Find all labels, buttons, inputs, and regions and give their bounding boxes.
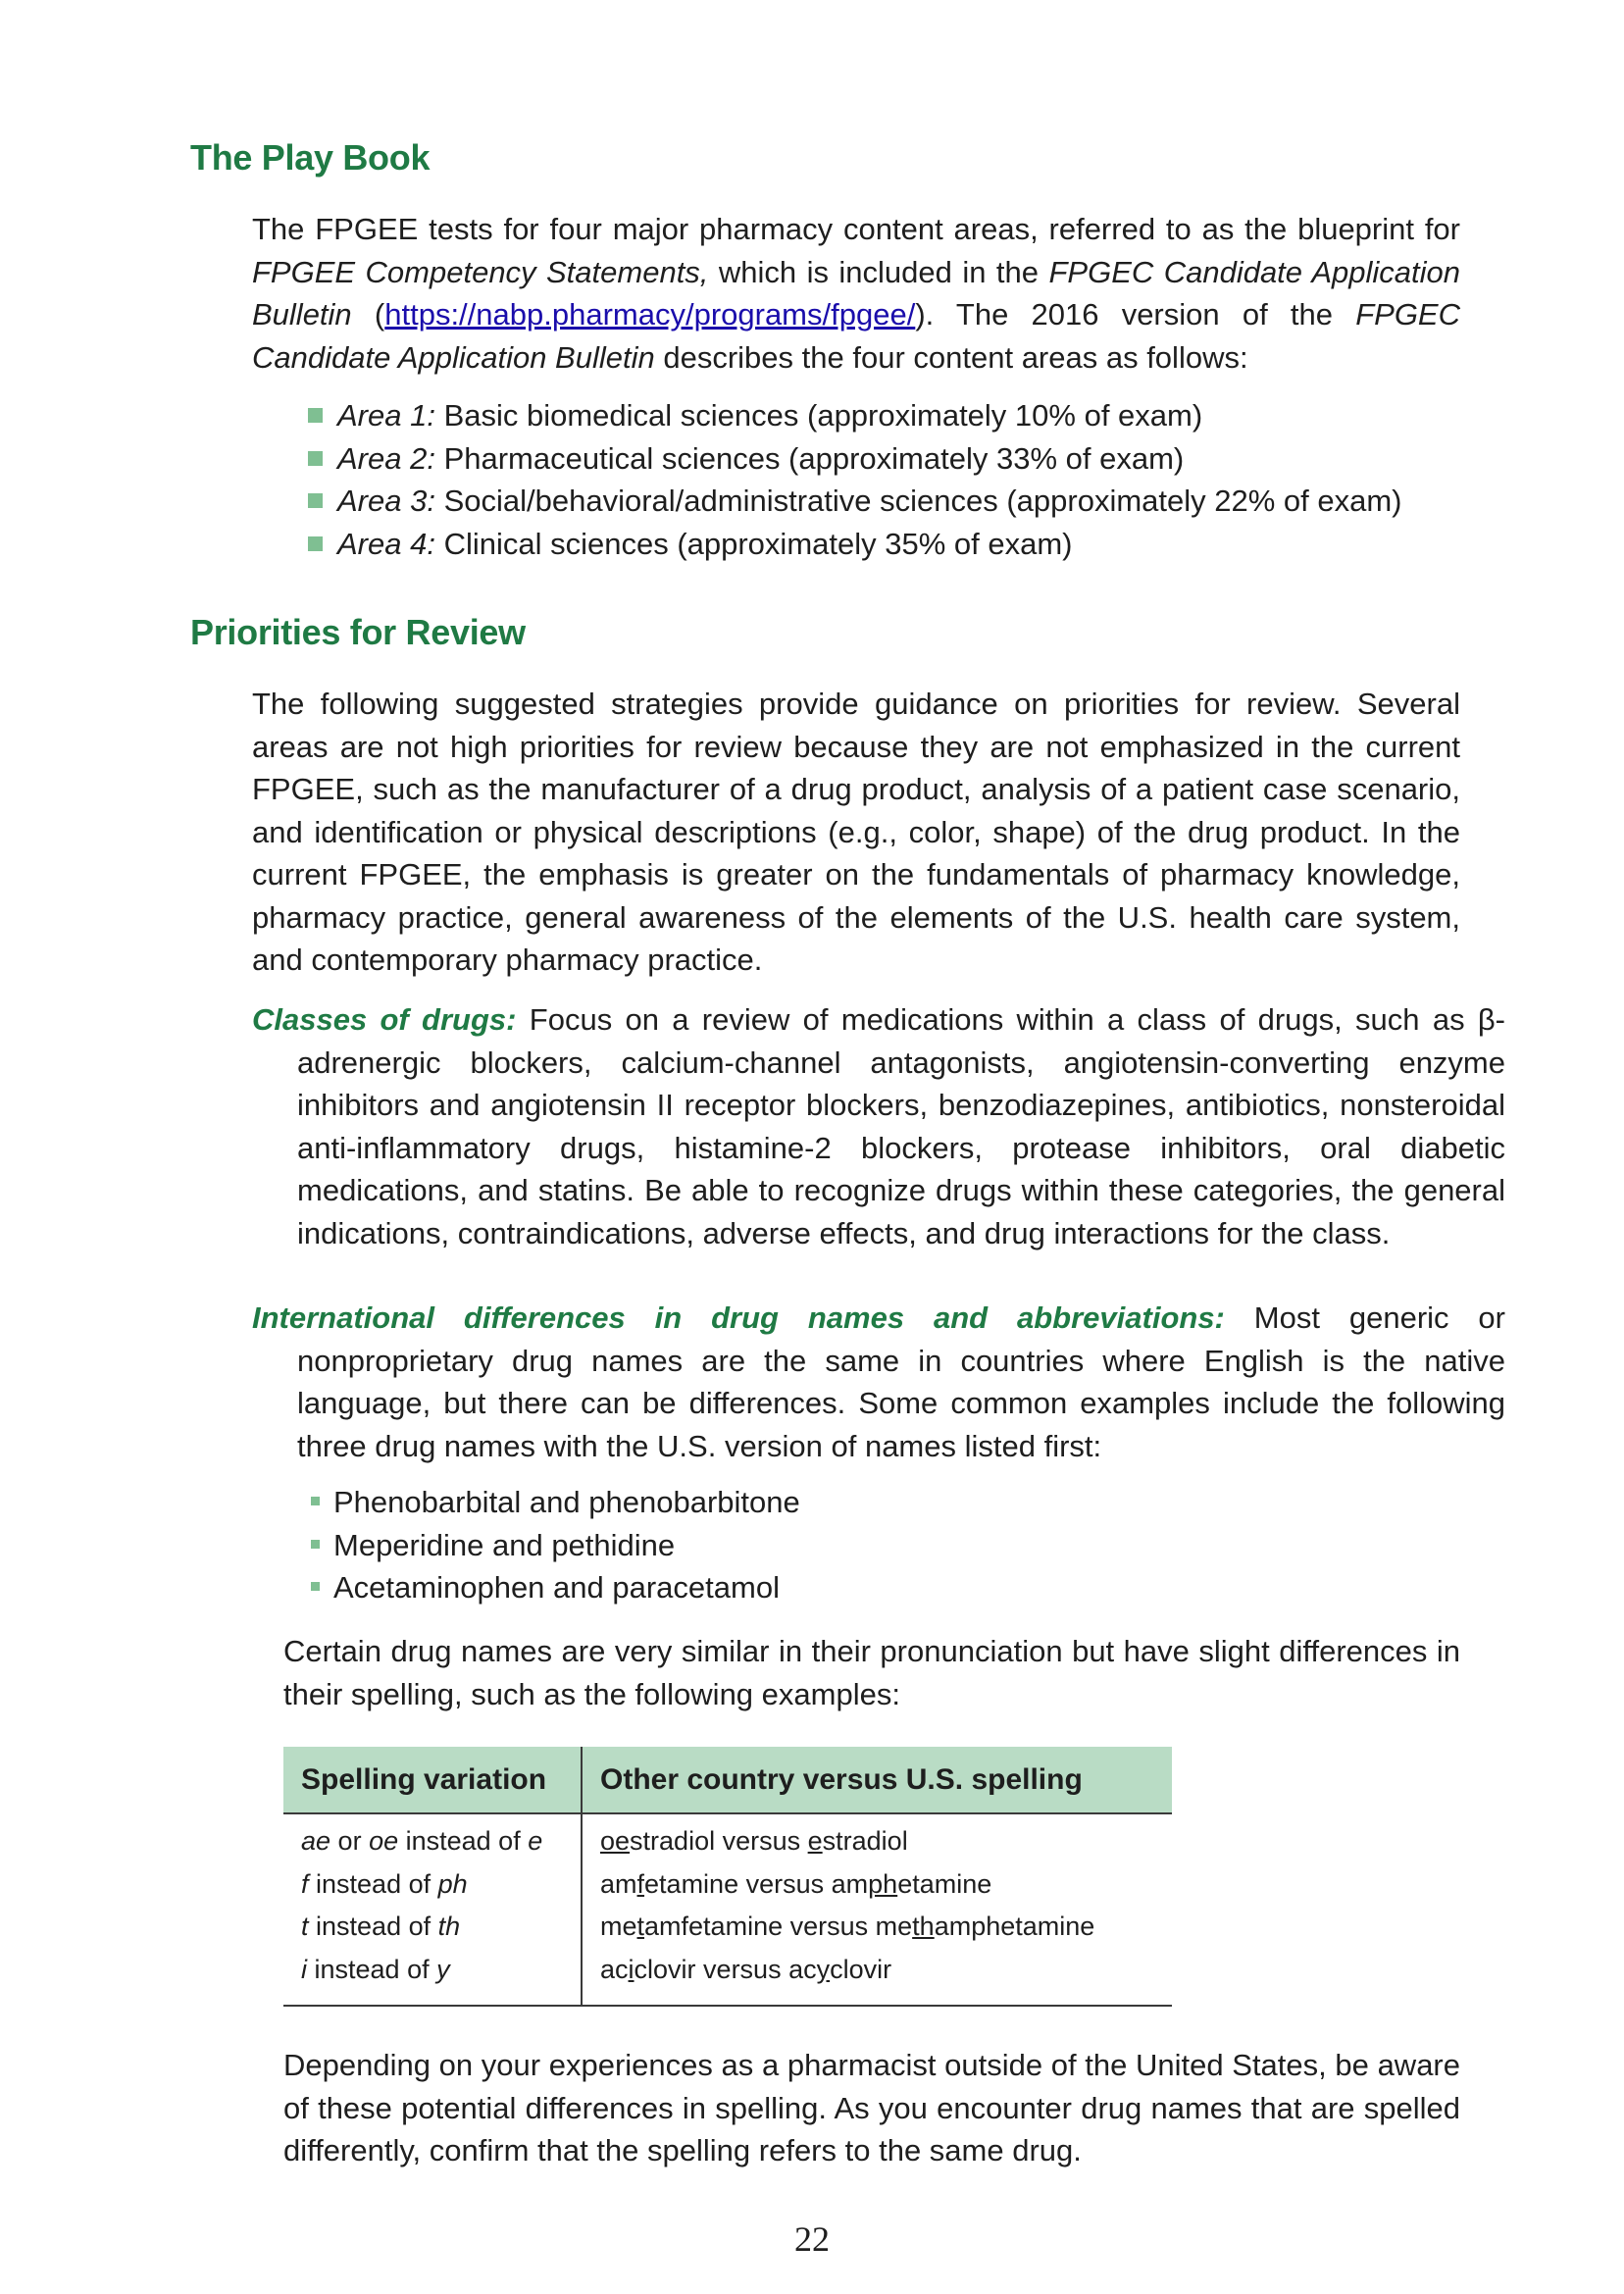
area-label: Area 1: xyxy=(337,398,435,433)
table-row xyxy=(283,1813,1172,1863)
term-label: Classes of drugs: xyxy=(252,1002,517,1037)
table-row xyxy=(283,1863,1172,1907)
term-label: International differences in drug names and abbreviations: xyxy=(252,1300,1225,1335)
drug-name-pair: Meperidine and pethidine xyxy=(333,1527,676,1562)
international-differences-paragraph xyxy=(252,1297,1505,1467)
area-label: Area 4: xyxy=(337,526,435,561)
playbook-paragraph xyxy=(252,208,1460,379)
list-item xyxy=(308,1524,800,1567)
text-run: which is included in the xyxy=(708,254,1049,289)
italic-title: FPGEE Competency Statements, xyxy=(252,254,709,289)
area-text: Clinical sciences (approximately 35% of exam) xyxy=(434,526,1073,561)
list-item xyxy=(308,1481,800,1524)
table-row xyxy=(283,1906,1172,1949)
square-bullet-icon xyxy=(311,1497,320,1505)
list-item xyxy=(308,480,1402,523)
text-run: The FPGEE tests for four major pharmacy content areas, referred to as the blueprint for xyxy=(252,212,1460,246)
area-label: Area 3: xyxy=(337,484,435,518)
area-text: Basic biomedical sciences (approximately 10% of exam) xyxy=(434,398,1203,433)
drug-name-pair: Acetaminophen and paracetamol xyxy=(333,1570,780,1605)
spelling-example-cell: oestradiol versus estradiol xyxy=(600,1826,908,1857)
content-areas-list xyxy=(308,394,1402,565)
spelling-example-cell: aciclovir versus acyclovir xyxy=(582,1949,1172,2007)
area-text: Social/behavioral/administrative sciences (approximately 22% of exam) xyxy=(434,484,1402,518)
text-run: describes the four content areas as follows: xyxy=(654,339,1248,375)
list-item xyxy=(308,1566,800,1609)
list-item xyxy=(308,437,1402,481)
spelling-variation-cell: i instead of y xyxy=(283,1949,582,2007)
text-run: ). The 2016 version of the xyxy=(915,297,1356,331)
spelling-example-cell: amfetamine versus amphetamine xyxy=(600,1868,992,1899)
column-header: Other country versus U.S. spelling xyxy=(582,1747,1172,1813)
spelling-intro-paragraph: Certain drug names are very similar in their pronunciation but have slight differences in their spelling, such as the following examples: xyxy=(283,1634,1460,1711)
square-bullet-icon xyxy=(308,493,323,508)
fpgee-link[interactable]: https://nabp.pharmacy/programs/fpgee/ xyxy=(384,297,916,331)
italic-title: FPGEC Candidate Application Bulletin xyxy=(252,254,1460,331)
square-bullet-icon xyxy=(311,1540,320,1549)
table-header-row xyxy=(283,1747,1172,1813)
text-run: ( xyxy=(351,297,385,331)
square-bullet-icon xyxy=(308,451,323,466)
text-run: Most generic or nonproprietary drug names are the same in countries where English is the native language, but there can be differences. Some common examples include the following three drug names with the U.S. version of names listed first: xyxy=(297,1300,1505,1463)
spelling-variation-cell: t instead of th xyxy=(283,1906,582,1949)
priorities-intro-paragraph: The following suggested strategies provide guidance on priorities for review. Several areas are not high priorities for review because they are not emphasized in the current FPGEE, such as the manufacturer of a drug product, analysis of a patient case scenario, and identification or physical descriptions (e.g., color, shape) of the drug product. In the current FPGEE, the emphasis is greater on the fundamentals of pharmacy knowledge, pharmacy practice, general awareness of the elements of the U.S. health care system, and contemporary pharmacy practice. xyxy=(252,687,1460,977)
section-heading-play-book: The Play Book xyxy=(190,137,431,178)
area-label: Area 2: xyxy=(337,440,435,476)
column-header: Spelling variation xyxy=(283,1747,582,1813)
spelling-example-cell: metamfetamine versus methamphetamine xyxy=(600,1912,1095,1942)
classes-of-drugs-paragraph xyxy=(252,998,1505,1254)
square-bullet-icon xyxy=(311,1582,320,1591)
spelling-variation-cell: ae or oe instead of e xyxy=(283,1813,582,1863)
text-run: Focus on a review of medications within a class of drugs, such as β-adrenergic blockers, calcium-channel antagonists, angiotensin-converting enzyme inhibitors and angiotensin II receptor blockers, benzodiazepines, antibiotics, nonsteroidal anti-inflammatory drugs, histamine-2 blockers, protease inhibitors, oral diabetic medications, and statins. Be able to recognize drugs within these categories, the general indications, contraindications, adverse effects, and drug interactions for the class. xyxy=(297,1002,1506,1250)
list-item xyxy=(308,523,1402,566)
list-item xyxy=(308,394,1402,437)
page-number: 22 xyxy=(794,2219,830,2259)
table-row xyxy=(283,1949,1172,2007)
spelling-variation-cell: f instead of ph xyxy=(283,1863,582,1907)
closing-paragraph: Depending on your experiences as a pharmacist outside of the United States, be aware of these potential differences in spelling. As you encounter drug names that are spelled differently, confirm that the spelling refers to the same drug. xyxy=(283,2048,1460,2167)
drug-names-list xyxy=(308,1481,800,1609)
drug-name-pair: Phenobarbital and phenobarbitone xyxy=(333,1485,800,1519)
spelling-variation-table xyxy=(283,1747,1172,2007)
area-text: Pharmaceutical sciences (approximately 33% of exam) xyxy=(434,440,1185,476)
square-bullet-icon xyxy=(308,536,323,551)
italic-title: FPGEC Candidate Application Bulletin xyxy=(252,297,1460,375)
square-bullet-icon xyxy=(308,408,323,423)
section-heading-priorities: Priorities for Review xyxy=(190,612,526,652)
